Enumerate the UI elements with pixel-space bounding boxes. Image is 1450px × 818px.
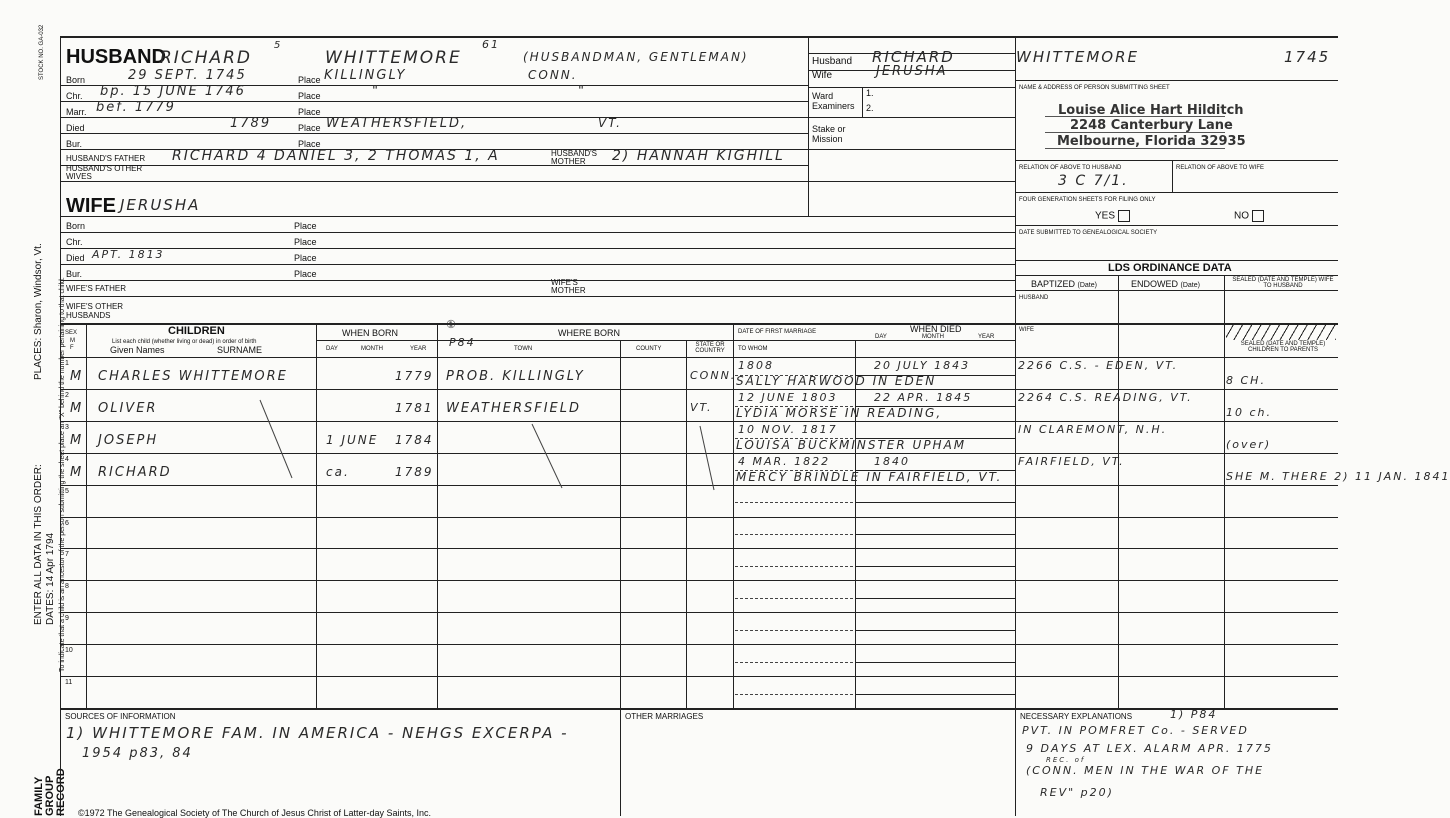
child-number: 2 — [65, 391, 69, 399]
stock-number: STOCK NO. GA-032 — [39, 24, 45, 80]
child-spouse: MERCY BRINDLE IN FAIRFIELD, VT. — [736, 469, 1003, 484]
child-name: OLIVER — [98, 400, 158, 416]
child-marriage-date: 10 NOV. 1817 — [738, 422, 838, 436]
endowed-label: ENDOWED — [1131, 279, 1178, 289]
form-title-record: RECORD — [55, 768, 67, 816]
child-number: 9 — [65, 615, 69, 623]
submitter-street: 2248 Canterbury Lane — [1070, 118, 1233, 133]
husband-other-wives-label: HUSBAND'S OTHER WIVES — [66, 164, 143, 181]
date-submitted-label: DATE SUBMITTED TO GENEALOGICAL SOCIETY — [1019, 230, 1158, 236]
explanations-line-1: PVT. IN POMFRET Co. - SERVED — [1022, 724, 1249, 737]
lds-sealed-wife: SEALED (DATE AND TEMPLE) WIFE TO HUSBAND — [1232, 277, 1334, 289]
rh-husband-name: RICHARD — [872, 48, 955, 66]
child-born-year: 1789 — [395, 464, 434, 479]
husband-born-label: Born — [66, 75, 86, 85]
husband-father: RICHARD 4 DANIEL 3, 2 THOMAS 1, A — [172, 148, 500, 164]
child-died-date: 20 JULY 1843 — [874, 359, 971, 372]
child-spouse: SALLY HARWOOD IN EDEN — [736, 374, 937, 388]
child-sex: M — [70, 464, 84, 480]
lds-sealed-children: SEALED (DATE AND TEMPLE) CHILDREN TO PARENTS — [1240, 341, 1326, 353]
child-number: 4 — [65, 455, 69, 463]
when-born-header: WHEN BORN — [342, 328, 398, 338]
husband-marr-label: Marr. — [66, 107, 87, 117]
child-born-day: ca. — [326, 464, 350, 479]
sources-line-1: 1) WHITTEMORE FAM. IN AMERICA - NEHGS EXCERPA - — [66, 724, 569, 742]
husband-label: HUSBAND — [66, 46, 166, 68]
husband-chr-place-ditto: " — [372, 84, 380, 99]
first-marriage-header: DATE OF FIRST MARRIAGE — [738, 329, 817, 335]
places-note: PLACES: Sharon, Windsor, Vt. — [33, 243, 44, 380]
rh-husband-surname: WHITTEMORE — [1016, 48, 1139, 66]
mf-header: M F — [70, 338, 75, 351]
ancestor-note: To indicate that a child is an ancestor of the person submitting the sheet place an "X" behind the number pertaining to that child. — [59, 277, 66, 672]
child-number: 5 — [65, 487, 69, 495]
rh-husband-label: Husband — [812, 56, 853, 67]
child-number: 7 — [65, 551, 69, 559]
child-number: 6 — [65, 519, 69, 527]
child-born-state: VT. — [690, 400, 713, 414]
wife-label: WIFE — [66, 195, 116, 217]
child-marriage-date: 12 JUNE 1803 — [738, 390, 838, 404]
ward-label: Ward — [812, 91, 834, 101]
husband-marr-date: bef. 1779 — [96, 100, 176, 115]
to-whom-header: TO WHOM — [738, 346, 768, 352]
sources-line-2: 1954 p83, 84 — [82, 746, 193, 761]
child-died-date: 22 APR. 1845 — [874, 390, 973, 404]
husband-died-state: VT. — [598, 116, 622, 130]
child-spouse: LYDIA MORSE IN READING, — [736, 405, 943, 420]
wife-mother-label: WIFE'S MOTHER — [551, 278, 586, 295]
husband-given-name: RICHARD — [160, 48, 253, 68]
born-day-header: DAY — [326, 346, 338, 352]
baptized-date-label: (Date) — [1077, 282, 1097, 289]
child-ordinance: IN CLAREMONT, N.H. — [1018, 422, 1168, 436]
husband-chr-date: bp. 15 JUNE 1746 — [100, 84, 246, 99]
child-marriage-date: 4 MAR. 1822 — [738, 454, 831, 468]
examiner-2: 2. — [866, 103, 874, 113]
when-died-header: WHEN DIED — [910, 324, 962, 334]
child-ordinance: FAIRFIELD, VT. — [1018, 454, 1125, 468]
county-header: COUNTY — [636, 346, 662, 352]
husband-surname: WHITTEMORE — [325, 48, 462, 68]
died-month-header: MONTH — [922, 334, 944, 340]
form-title-family: FAMILY — [33, 776, 45, 816]
note-ref-1: ① — [446, 318, 458, 331]
where-born-header: WHERE BORN — [558, 328, 621, 338]
wife-given-name: JERUSHA — [120, 196, 201, 214]
stake-label: Stake or Mission — [812, 124, 846, 144]
wife-died-date: APT. 1813 — [92, 248, 165, 261]
town-header: TOWN — [514, 346, 533, 352]
order-note: ENTER ALL DATA IN THIS ORDER: — [33, 464, 44, 625]
other-marriages-label: OTHER MARRIAGES — [625, 712, 704, 721]
husband-died-place-label: Place — [298, 123, 321, 133]
form-title-group: GROUP — [44, 775, 56, 816]
child-number: 1 — [65, 360, 69, 367]
husband-father-label: HUSBAND'S FATHER — [66, 154, 146, 163]
four-gen-label: FOUR GENERATION SHEETS FOR FILING ONLY — [1019, 197, 1156, 203]
lds-title: LDS ORDINANCE DATA — [1108, 262, 1232, 274]
state-header: STATE OR COUNTRY — [695, 342, 725, 354]
examiners-label: Examiners — [812, 101, 855, 111]
husband-born-date: 29 SEPT. 1745 — [128, 68, 247, 83]
child-ordinance-note: SHE M. THERE 2) 11 JAN. 1841 — [1226, 469, 1450, 483]
child-ordinance: 2264 C.S. READING, VT. — [1018, 390, 1193, 404]
rh-wife-name: JERUSHA — [876, 64, 948, 79]
child-name: JOSEPH — [98, 432, 159, 448]
wife-chr-label: Chr. — [66, 237, 83, 247]
wife-bur-place-label: Place — [294, 269, 317, 279]
explanations-line-4: (CONN. MEN IN THE WAR OF THE — [1026, 764, 1265, 777]
child-sex: M — [70, 400, 84, 416]
husband-bur-label: Bur. — [66, 139, 83, 149]
child-sex: M — [70, 432, 84, 448]
wife-bur-label: Bur. — [66, 269, 83, 279]
child-born-year: 1779 — [395, 369, 434, 383]
child-number: 10 — [65, 647, 73, 655]
child-born-day: 1 JUNE — [326, 432, 379, 447]
surname-header: SURNAME — [217, 345, 263, 355]
children-list-note: List each child (whether living or dead) in order of birth — [112, 339, 257, 345]
lds-wife-label: WIFE — [1019, 327, 1034, 333]
husband-occupation: (HUSBANDMAN, GENTLEMAN) — [523, 50, 749, 64]
child-ordinance-note: 8 CH. — [1226, 374, 1266, 387]
husband-born-state: CONN. — [528, 68, 578, 82]
child-name: RICHARD — [98, 464, 172, 480]
husband-ref-sup: 61 — [482, 38, 500, 51]
husband-died-date: 1789 — [230, 116, 272, 131]
husband-born-place-label: Place — [298, 75, 321, 85]
wife-died-label: Died — [66, 253, 85, 263]
sources-label: SOURCES OF INFORMATION — [65, 712, 176, 721]
husband-chr-label: Chr. — [66, 91, 83, 101]
child-number: 8 — [65, 583, 69, 591]
husband-mother: 2) HANNAH KIGHILL — [612, 148, 785, 164]
rel-husband-label: RELATION OF ABOVE TO HUSBAND — [1019, 165, 1122, 171]
explanations-label: NECESSARY EXPLANATIONS — [1020, 712, 1133, 721]
rh-wife-label: Wife — [812, 70, 832, 81]
wife-born-place-label: Place — [294, 221, 317, 231]
wife-chr-place-label: Place — [294, 237, 317, 247]
husband-died-place: WEATHERSFIELD, — [326, 116, 468, 131]
wife-died-place-label: Place — [294, 253, 317, 263]
yes-label: YES — [1095, 210, 1116, 222]
rel-husband: 3 C 7/1. — [1058, 173, 1129, 189]
husband-born-place: KILLINGLY — [324, 68, 407, 83]
child-born-state: CONN. — [690, 369, 737, 382]
child-number: 11 — [65, 679, 73, 686]
child-born-year: 1781 — [395, 400, 434, 415]
rh-husband-year: 1745 — [1284, 48, 1331, 66]
dates-note: DATES: 14 Apr 1794 — [45, 532, 56, 625]
child-marriage-date: 1808 — [738, 359, 774, 372]
wife-born-label: Born — [66, 221, 86, 231]
submitter-name: Louise Alice Hart Hilditch — [1058, 103, 1244, 118]
husband-chr-place-label: Place — [298, 91, 321, 101]
note-ref-p84: P84 — [449, 336, 476, 349]
submitter-label: NAME & ADDRESS OF PERSON SUBMITTING SHEET — [1019, 85, 1170, 91]
child-ordinance: 2266 C.S. - EDEN, VT. — [1018, 359, 1179, 372]
child-ordinance-note: 10 ch. — [1226, 405, 1273, 419]
died-year-header: YEAR — [978, 334, 995, 340]
born-year-header: YEAR — [410, 346, 427, 352]
child-born-year: 1784 — [395, 432, 434, 447]
wife-father-label: WIFE'S FATHER — [66, 284, 127, 293]
child-born-town: WEATHERSFIELD — [446, 400, 582, 416]
child-died-date: 1840 — [874, 454, 910, 468]
submitter-city: Melbourne, Florida 32935 — [1057, 134, 1246, 149]
lds-husband-label: HUSBAND — [1019, 295, 1049, 301]
husband-mother-label: HUSBAND'S MOTHER — [551, 149, 597, 166]
children-header: CHILDREN — [168, 325, 225, 337]
explanations-line-2: 9 DAYS AT LEX. ALARM APR. 1775 — [1026, 742, 1273, 755]
husband-died-label: Died — [66, 123, 85, 133]
born-month-header: MONTH — [361, 346, 383, 352]
died-day-header: DAY — [875, 334, 887, 340]
husband-marr-place-label: Place — [298, 107, 321, 117]
child-spouse: LOUISA BUCKMINSTER UPHAM — [736, 437, 967, 452]
baptized-label: BAPTIZED — [1031, 279, 1076, 289]
given-names-header: Given Names — [110, 345, 165, 355]
sex-header: SEX — [65, 330, 78, 336]
husband-generation-sup: 5 — [274, 40, 283, 51]
husband-bur-place-label: Place — [298, 139, 321, 149]
wife-other-husbands-label: WIFE'S OTHER HUSBANDS — [66, 302, 124, 320]
rel-wife-label: RELATION OF ABOVE TO WIFE — [1176, 165, 1265, 171]
child-ordinance-note: (over) — [1226, 437, 1272, 451]
explanations-ref: 1) P84 — [1170, 708, 1218, 721]
examiner-1: 1. — [866, 88, 874, 98]
child-born-town: PROB. KILLINGLY — [446, 369, 585, 384]
no-label: NO — [1234, 210, 1249, 222]
husband-chr-state-ditto: " — [578, 84, 586, 99]
child-sex: M — [70, 369, 84, 384]
explanations-line-3: REC. of — [1046, 756, 1086, 764]
child-number: 3 — [65, 423, 69, 431]
child-name: CHARLES WHITTEMORE — [98, 369, 288, 384]
explanations-line-5: REV" p20) — [1040, 786, 1114, 799]
endowed-date-label: (Date) — [1180, 282, 1200, 289]
copyright: ©1972 The Genealogical Society of The Church of Jesus Christ of Latter-day Saints, Inc. — [78, 808, 431, 818]
